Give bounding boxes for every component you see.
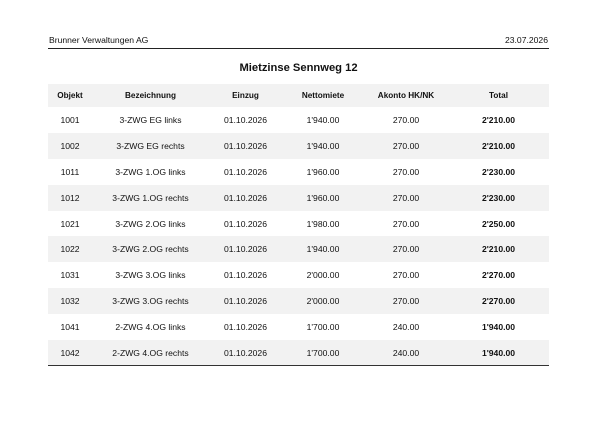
bezeichnung-cell: 3-ZWG EG links — [119, 114, 182, 125]
nettomiete-cell: 1'940.00 — [306, 244, 340, 255]
document-date: 23.07.2026 — [504, 35, 548, 45]
company-name: Brunner Verwaltungen AG — [49, 35, 149, 45]
table-row — [48, 185, 549, 211]
bezeichnung-cell: 3-ZWG 1.OG links — [115, 166, 186, 177]
total-cell: 2'210.00 — [481, 140, 516, 151]
akonto-cell: 270.00 — [392, 192, 420, 203]
akonto-cell: 240.00 — [392, 322, 420, 333]
einzug-cell: 01.10.2026 — [223, 114, 267, 125]
einzug-cell: 01.10.2026 — [223, 322, 267, 333]
table-row — [48, 262, 549, 288]
objekt-cell: 1022 — [60, 244, 80, 255]
bezeichnung-cell: 3-ZWG 3.OG rechts — [112, 296, 189, 307]
akonto-cell: 270.00 — [392, 166, 420, 177]
column-header-total: Total — [489, 91, 508, 100]
nettomiete-cell: 2'000.00 — [306, 270, 340, 281]
akonto-cell: 270.00 — [392, 114, 420, 125]
total-cell: 2'210.00 — [481, 244, 516, 255]
akonto-cell: 270.00 — [392, 218, 420, 229]
table-row — [48, 314, 549, 340]
akonto-cell: 240.00 — [364, 340, 448, 366]
total-cell: 2'230.00 — [481, 166, 516, 177]
akonto-cell: 270.00 — [392, 140, 420, 151]
document-title: Mietzinse Sennweg 12 — [239, 62, 358, 74]
nettomiete-cell: 2'000.00 — [306, 296, 340, 307]
einzug-cell: 01.10.2026 — [223, 270, 267, 281]
nettomiete-cell: 1'960.00 — [306, 166, 340, 177]
objekt-cell: 1002 — [60, 140, 80, 151]
objekt-cell: 1041 — [60, 322, 80, 333]
einzug-cell: 01.10.2026 — [223, 244, 267, 255]
table-row — [48, 340, 549, 366]
objekt-cell: 1011 — [60, 166, 80, 177]
einzug-cell: 01.10.2026 — [223, 166, 267, 177]
nettomiete-cell: 1'980.00 — [306, 218, 340, 229]
column-header-einzug: Einzug — [232, 91, 259, 100]
total-cell: 1'940.00 — [448, 340, 549, 366]
total-cell: 2'270.00 — [481, 296, 516, 307]
objekt-cell: 1012 — [60, 192, 80, 203]
column-header-objekt: Objekt — [57, 91, 83, 100]
nettomiete-cell: 1'940.00 — [306, 140, 340, 151]
column-header-nettomiete: Nettomiete — [301, 91, 345, 100]
table-header-row — [48, 84, 549, 107]
nettomiete-cell: 1'960.00 — [306, 192, 340, 203]
einzug-cell: 01.10.2026 — [223, 192, 267, 203]
total-cell: 2'210.00 — [481, 114, 516, 125]
rent-table — [48, 84, 549, 366]
bezeichnung-cell: 2-ZWG 4.OG links — [115, 322, 186, 333]
nettomiete-cell: 1'700.00 — [282, 340, 364, 366]
objekt-cell: 1042 — [48, 340, 92, 366]
akonto-cell: 270.00 — [392, 270, 420, 281]
einzug-cell: 01.10.2026 — [223, 140, 267, 151]
nettomiete-cell: 1'940.00 — [306, 114, 340, 125]
akonto-cell: 270.00 — [392, 296, 420, 307]
column-header-bezeichnung: Bezeichnung — [125, 91, 176, 100]
objekt-cell: 1032 — [60, 296, 80, 307]
total-cell: 2'230.00 — [481, 192, 516, 203]
table-body — [48, 107, 549, 366]
column-header-akonto: Akonto HK/NK — [377, 91, 435, 100]
table-row — [48, 133, 549, 159]
akonto-cell: 270.00 — [392, 244, 420, 255]
objekt-cell: 1001 — [60, 114, 80, 125]
nettomiete-cell: 1'700.00 — [306, 322, 340, 333]
einzug-cell: 01.10.2026 — [223, 218, 267, 229]
bezeichnung-cell: 2-ZWG 4.OG rechts — [92, 340, 209, 366]
bezeichnung-cell: 3-ZWG 3.OG links — [115, 270, 186, 281]
table-row — [48, 107, 549, 133]
total-cell: 2'250.00 — [481, 218, 516, 229]
objekt-cell: 1031 — [60, 270, 80, 281]
table-row — [48, 236, 549, 262]
total-cell: 1'940.00 — [481, 322, 516, 333]
bezeichnung-cell: 3-ZWG 2.OG rechts — [112, 244, 189, 255]
einzug-cell: 01.10.2026 — [223, 296, 267, 307]
table-row — [48, 288, 549, 314]
bezeichnung-cell: 3-ZWG 2.OG links — [115, 218, 186, 229]
bezeichnung-cell: 3-ZWG 1.OG rechts — [112, 192, 189, 203]
table-row — [48, 211, 549, 237]
table-row — [48, 159, 549, 185]
page-header — [48, 33, 549, 47]
document-page — [48, 0, 549, 423]
objekt-cell: 1021 — [60, 218, 80, 229]
einzug-cell: 01.10.2026 — [209, 340, 282, 366]
bezeichnung-cell: 3-ZWG EG rechts — [116, 140, 185, 151]
total-cell: 2'270.00 — [481, 270, 516, 281]
header-divider — [48, 48, 549, 49]
